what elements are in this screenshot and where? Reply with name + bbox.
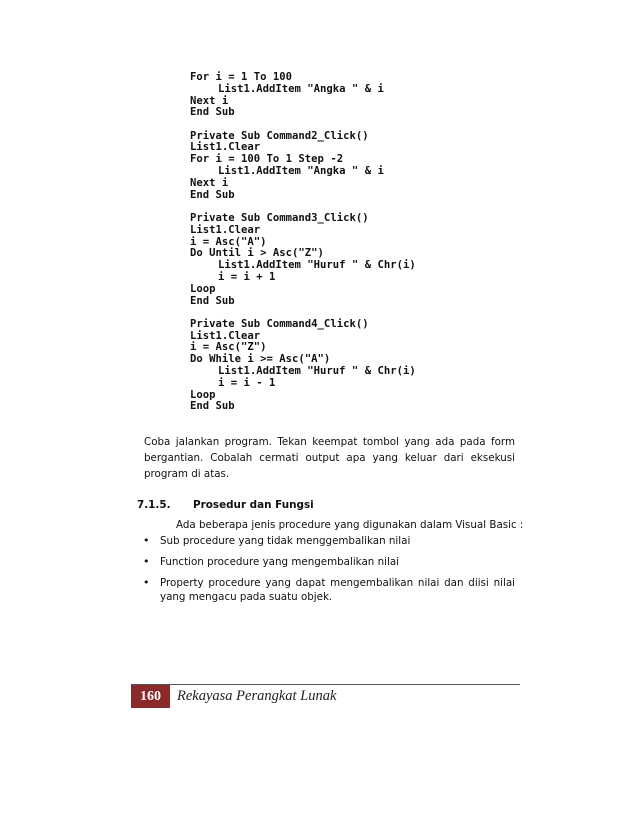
page-number-badge: 160 [131,685,170,708]
list-item-text: Property procedure yang dapat mengembalikan nilai dan diisi nilai yang mengacu pada suatu objek. [160,577,515,603]
code-line: i = Asc("A") [190,235,267,248]
code-line: End Sub [190,188,235,201]
footer-divider [131,684,520,685]
list-item [138,555,515,569]
code-line: Loop [190,282,216,295]
footer-book-title: Rekayasa Perangkat Lunak [177,688,337,704]
section-heading [137,498,314,512]
code-line: For i = 1 To 100 [190,71,293,83]
section-intro: Ada beberapa jenis procedure yang digunakan dalam Visual Basic : [176,519,524,531]
code-line: List1.Clear [190,223,261,236]
list-item [138,576,515,604]
code-line: List1.AddItem "Huruf " & Chr(i) [218,259,416,272]
code-line: End Sub [190,400,235,413]
code-line: End Sub [190,106,235,119]
bullet-icon: • [143,555,150,568]
code-line: End Sub [190,294,235,307]
code-line: Loop [190,388,216,401]
code-line: Do While i >= Asc("A") [190,353,331,366]
list-item [138,534,515,548]
code-line: List1.AddItem "Angka " & i [218,165,384,178]
list-item-text: Sub procedure yang tidak menggembalikan nilai [160,535,411,547]
body-paragraph: Coba jalankan program. Tekan keempat tombol yang ada pada form bergantian. Cobalah cermati output apa yang keluar dari eksekusi program di atas. [144,436,515,480]
code-line: List1.Clear [190,329,261,342]
code-line: Private Sub Command2_Click() [190,129,369,142]
section-number: 7.1.5. [137,499,171,511]
code-blank-line [190,119,416,131]
code-line: For i = 100 To 1 Step -2 [190,153,344,166]
code-line: List1.AddItem "Angka " & i [218,82,384,95]
section-title: Prosedur dan Fungsi [193,499,314,511]
code-line: Private Sub Command4_Click() [190,317,369,330]
list-item-text: Function procedure yang mengembalikan nilai [160,556,399,568]
bullet-list [138,534,515,611]
code-line: List1.AddItem "Huruf " & Chr(i) [218,365,416,378]
code-line: i = i + 1 [218,270,276,283]
bullet-icon: • [143,576,150,589]
code-line: Next i [190,176,229,189]
code-line: List1.Clear [190,141,261,154]
code-line: i = Asc("Z") [190,341,267,354]
code-line: Next i [190,94,229,107]
code-line: Private Sub Command3_Click() [190,211,369,224]
code-listing [190,72,416,413]
code-line: Do Until i > Asc("Z") [190,247,324,260]
bullet-icon: • [143,534,150,547]
code-line: i = i - 1 [218,376,276,389]
